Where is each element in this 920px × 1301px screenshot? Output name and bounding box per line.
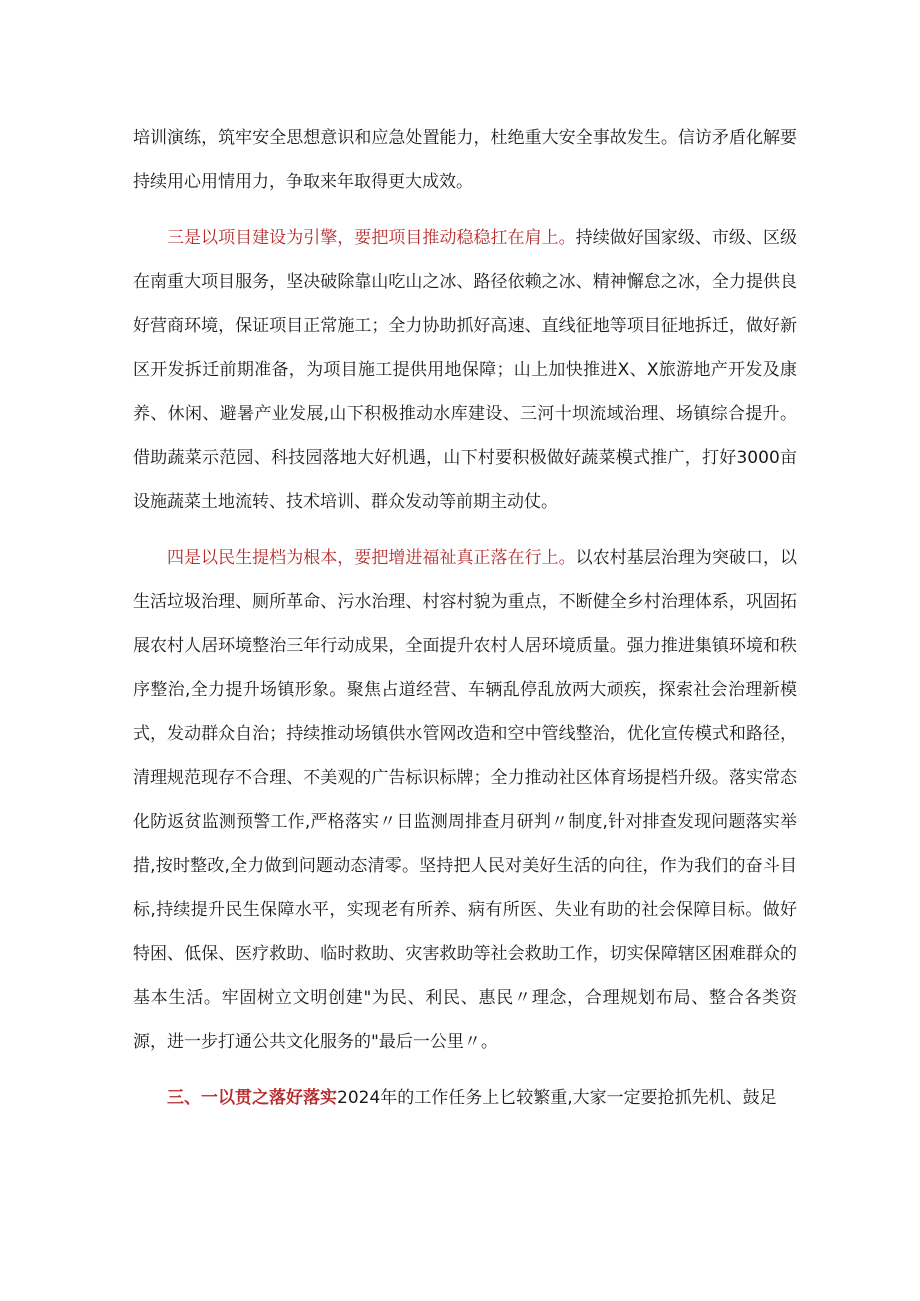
- paragraph-text: 2024年的工作任务上匕较繁重,大家一定要抢抓先机、鼓足: [337, 1088, 777, 1108]
- paragraph-text: 持续做好国家级、市级、区级在南重大项目服务，坚决破除靠山吃山之冰、路径依赖之冰、精神懈怠之冰，全力提供良好营商环境，保证项目正常施工；全力协助抓好高速、直线征地等项目征地拆迁，做好新区开发拆迁前期准备，为项目施工提供用地保障；山上加快推进X、X旅游地产开发及康养、休闲、避暑产业发展,山下积极推动水库建设、三河十坝流域治理、场镇综合提升。借助蔬菜示范园、科技园落地大好机遇，山下村要积极做好蔬菜模式推广，打好3000亩设施蔬菜土地流转、技术培训、群众发动等前期主动仗。: [133, 228, 798, 512]
- paragraph-lead-heading: 三是以项目建设为引擎，要把项目推动稳稳扛在肩上。: [167, 228, 576, 248]
- paragraph-livelihood: [133, 536, 797, 1064]
- paragraph-text: 培训演练，筑牢安全思想意识和应急处置能力，杜绝重大安全事故发生。信访矛盾化解要持续用心用情用力，争取来年取得更大成效。: [133, 128, 797, 192]
- section-heading: 三、一以贯之落好落实: [167, 1088, 337, 1108]
- paragraph-text: 以农村基层治理为突破口，以生活垃圾治理、厕所革命、污水治理、村容村貌为重点，不断健全乡村治理体系，巩固拓展农村人居环境整治三年行动成果，全面提升农村人居环境质量。强力推进集镇环境和秩序整治,全力提升场镇形象。聚焦占道经营、车辆乱停乱放两大顽疾，探索社会治理新模式，发动群众自治；持续推动场镇供水管网改造和空中管线整治，优化宣传模式和路径，清理规范现存不合理、不美观的广告标识标牌；全力推动社区体育场提档升级。落实常态化防返贫监测预警工作,严格落实〃日监测周排查月研判〃制度,针对排查发现问题落实举措,按时整改,全力做到问题动态清零。坚持把人民对美好生活的向往，作为我们的奋斗目标,持续提升民生保障水平，实现老有所养、病有所医、失业有助的社会保障目标。做好特困、低保、医疗救助、临时救助、灾害救助等社会救助工作，切实保障辖区困难群众的基本生活。牢固树立文明创建"为民、利民、惠民〃理念，合理规划布局、整合各类资源，进一步打通公共文化服务的"最后一公里〃。: [133, 548, 798, 1052]
- section-heading-implementation: [133, 1076, 797, 1120]
- paragraph-safety-training: [133, 116, 797, 204]
- document-body: [133, 116, 797, 1120]
- paragraph-lead-heading: 四是以民生提档为根本，要把增进福祉真正落在行上。: [167, 548, 576, 568]
- paragraph-project-construction: [133, 216, 797, 524]
